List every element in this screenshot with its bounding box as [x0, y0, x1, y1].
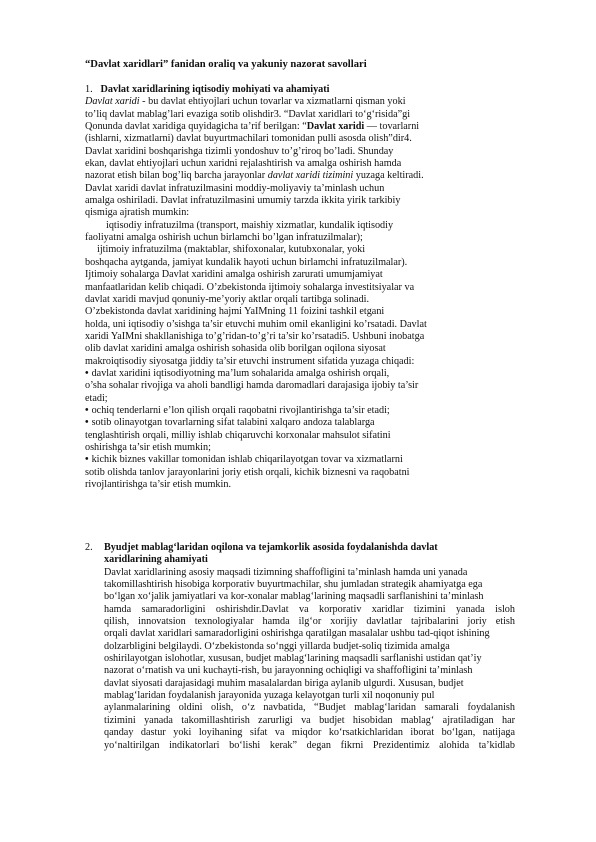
section-1: [85, 84, 515, 491]
paragraph-line: mablag‘laridan foydalanish jarayonida yuzaga kelayotgan turli xil noqonuniy pul: [104, 690, 435, 702]
paragraph-line: faoliyatni amalga oshirish uchun birlamchi bo’lgan infratuzilmalar);: [85, 232, 363, 244]
paragraph-line: bo‘lgan xo‘jalik jamiyatlari va kor-xonalar mablag‘larining maqsadli sarflanishini ta’minlash: [104, 591, 484, 603]
paragraph-line: davlat siyosati darajasidagi muhim masalalardan biriga aylanib ulgurdi. Xususan, budjet: [104, 677, 464, 689]
section-2-heading: Byudjet mablag‘laridan oqilona va tejamkorlik asosida foydalanishda davlat: [104, 542, 438, 553]
paragraph-line: ijtimoiy infratuzilma (maktablar, shifoxonalar, kutubxonalar, yoki: [97, 244, 366, 256]
paragraph-line: oshirishga ta’sir etish mumkin;: [85, 441, 211, 453]
paragraph-line: [85, 96, 515, 108]
paragraph-line: amalga oshiriladi. Davlat infratuzilmasini umumiy tarzda ikkita yirik tarkibiy: [85, 195, 401, 207]
bullet-icon: •: [85, 367, 89, 379]
section-1-number: 1.: [85, 84, 93, 95]
paragraph-line: davlat xaridi mavjud qonuniy-me’yoriy aktlar orqali tartibga solinadi.: [85, 293, 370, 305]
paragraph-line: iqtisodiy infratuzilma (transport, maishiy xizmatlar, kundalik iqtisodiy: [106, 219, 394, 231]
paragraph-line: etadi;: [85, 392, 108, 404]
line-text: - bu davlat ehtiyojlari uchun tovarlar va xizmatlarni qisman yoki: [139, 96, 406, 108]
bullet-icon: •: [85, 404, 89, 416]
line-text: nazorat etish bilan bog’liq barcha jarayonlar: [85, 170, 268, 182]
line-text: yuzaga keltiradi.: [353, 170, 424, 182]
paragraph-line: holda, uni iqtisodiy o’sishga ta’sir etuvchi muhim omil ekanligini ko’rsatadi. Davlat: [85, 318, 427, 330]
section-2-number: 2.: [85, 542, 93, 553]
section-2-body: [104, 542, 515, 752]
paragraph-line: tenglashtirish orqali, milliy ishlab chiqaruvchi korxonalar mahsulot sifatini: [85, 429, 391, 441]
paragraph-line: Davlat xaridlarining asosiy maqsadi tizimning shaffofligini ta’minlash hamda uni yanada: [104, 566, 468, 578]
section-1-heading-text: Davlat xaridlarining iqtisodiy mohiyati va ahamiyati: [100, 84, 330, 95]
bullet-item: [85, 417, 515, 429]
paragraph-line: takomillashtirish hisobiga korporativ buyurtmachilar, shu jumladan strategik ahamiyatga ega: [104, 579, 483, 591]
paragraph-line: aylanmalarining oldini olish, o‘z navbatida, “Budjet mablag‘laridan samarali foydalanish: [104, 702, 515, 714]
line-text: Qonunda davlat xaridiga quyidagicha ta’rif berilgan: “: [85, 121, 307, 133]
paragraph-line: o’sha sohalar rivojiga va aholi bandligi hamda daromadlari darajasiga ijobiy ta’sir: [85, 380, 419, 392]
paragraph-line: O’zbekistonda davlat xaridining hajmi YaIMning 11 foizini tashkil etgani: [85, 306, 385, 318]
section-2-heading: xaridlarining ahamiyati: [104, 554, 208, 566]
paragraph-line: hamda samaradorligini oshirishdir.Davlat va korporativ xaridlar tizimini yanada isloh: [104, 603, 515, 615]
paragraph-line: manfaatlaridan kelib chiqadi. O’zbekistonda ijtimoiy sohalarga investitsiyalar va: [85, 281, 415, 293]
paragraph-line: Davlat xaridini boshqarishga tizimli yondoshuv to’g’riroq bo’ladi. Shunday: [85, 145, 394, 157]
paragraph-line: Ijtimoiy sohalarga Davlat xaridini amalga oshirish zarurati umumjamiyat: [85, 269, 383, 281]
paragraph-line: ekan, davlat ehtiyojlari uchun xaridni rejalashtirish va amalga oshirish hamda: [85, 158, 402, 170]
term-italic: Davlat xaridi: [85, 96, 140, 108]
paragraph-line: yo‘naltirilgan indikatorlari bo‘lishi kerak” degan fikrni Prezidentimiz alohida ta’kidlab: [104, 739, 515, 751]
paragraph-line: qismiga ajratish mumkin:: [85, 207, 190, 219]
bullet-text: davlat xaridini iqtisodiyotning ma’lum sohalarida amalga oshirish orqali,: [91, 367, 390, 379]
bullet-icon: •: [85, 417, 89, 429]
bullet-item: [85, 454, 515, 466]
paragraph-line: qanday dastur yoki loyihaning sifat va miqdor ko‘rsatkichlaridan iborat bo‘lgan, natijaga: [104, 727, 515, 739]
paragraph-line: olib davlat xaridini amalga oshirish sohasida olib borilgan oqilona siyosat: [85, 343, 386, 355]
page-title: “Davlat xaridlari” fanidan oraliq va yakuniy nazorat savollari: [85, 59, 367, 70]
paragraph-line: orqali davlat xaridlari samaradorligini oshirishga qaratilgan masalalar ushbu tad-qiqot ishining: [104, 628, 490, 640]
paragraph-line: makroiqtisodiy siyosatga jiddiy ta’sir etuvchi instrument sifatida yuzaga chiqadi:: [85, 355, 415, 367]
paragraph-line: xaridi YaIMni shakllanishiga to’g’ridan-to’g’ri ta’sir ko’rsatadi5. Ushbuni inobatga: [85, 330, 425, 342]
paragraph-line: [85, 121, 515, 133]
section-2: [85, 542, 515, 752]
paragraph-line: [85, 170, 515, 182]
paragraph-line: tizimini yanada takomillashtirish zarurligi va budjet hisobidan mablag‘ ajratiladigan har: [104, 714, 515, 726]
bullet-icon: •: [85, 454, 89, 466]
paragraph-line: oshirilayotgan islohotlar, xususan, budjet mablag‘larining maqsadli sarflanishi ustidan qat’iy: [104, 653, 482, 665]
paragraph-line: rivojlantirishga ta’sir etish mumkin.: [85, 479, 232, 490]
paragraph-line: qilish, innovatsion texnologiyalar hamda ilg‘or xorijiy davlatlar tajribalarini joriy etish: [104, 616, 515, 628]
line-text: — tovarlarni: [364, 121, 420, 133]
bullet-text: kichik biznes vakillar tomonidan ishlab chiqarilayotgan tovar va xizmatlarni: [91, 454, 403, 466]
paragraph-line: boshqacha aytganda, jamiyat kundalik hayoti uchun birlamchi infratuzilmalar).: [85, 256, 408, 268]
paragraph-line: dolzarbligini belgilaydi. O‘zbekistonda so‘nggi yillarda budjet-soliq tizimida amalga: [104, 640, 450, 652]
bullet-item: [85, 405, 515, 417]
paragraph-line: nazorat o‘rnatish va uni kuchayti-rish, bu jarayonning ochiqligi va shaffofligini ta’minlash: [104, 665, 473, 677]
bullet-item: [85, 368, 515, 380]
bullet-text: sotib olinayotgan tovarlarning sifat talabini xalqaro andoza talablarga: [91, 417, 375, 429]
paragraph-line: to’liq davlat mablag’lari evaziga sotib olishdir3. “Davlat xaridlari to‘g‘risida”gi: [85, 108, 411, 120]
term-bold: Davlat xaridi: [306, 121, 365, 133]
bullet-text: ochiq tenderlarni e’lon qilish orqali raqobatni rivojlantirishga ta’sir etadi;: [91, 404, 390, 416]
paragraph-line: sotib olishda tanlov jarayonlarini joriy etish orqali, kichik biznesni va raqobatni: [85, 466, 410, 478]
paragraph-line: Davlat xaridi davlat infratuzilmasini moddiy-moliyaviy ta’minlash uchun: [85, 182, 385, 194]
term-italic: davlat xaridi tizimini: [267, 170, 354, 182]
paragraph-line: (ishlarni, xizmatlarni) davlat buyurtmachilari tomonidan pulli asosda olish”dir4.: [85, 133, 412, 145]
section-1-heading: [85, 84, 515, 96]
section-2-paragraph: [104, 567, 515, 752]
